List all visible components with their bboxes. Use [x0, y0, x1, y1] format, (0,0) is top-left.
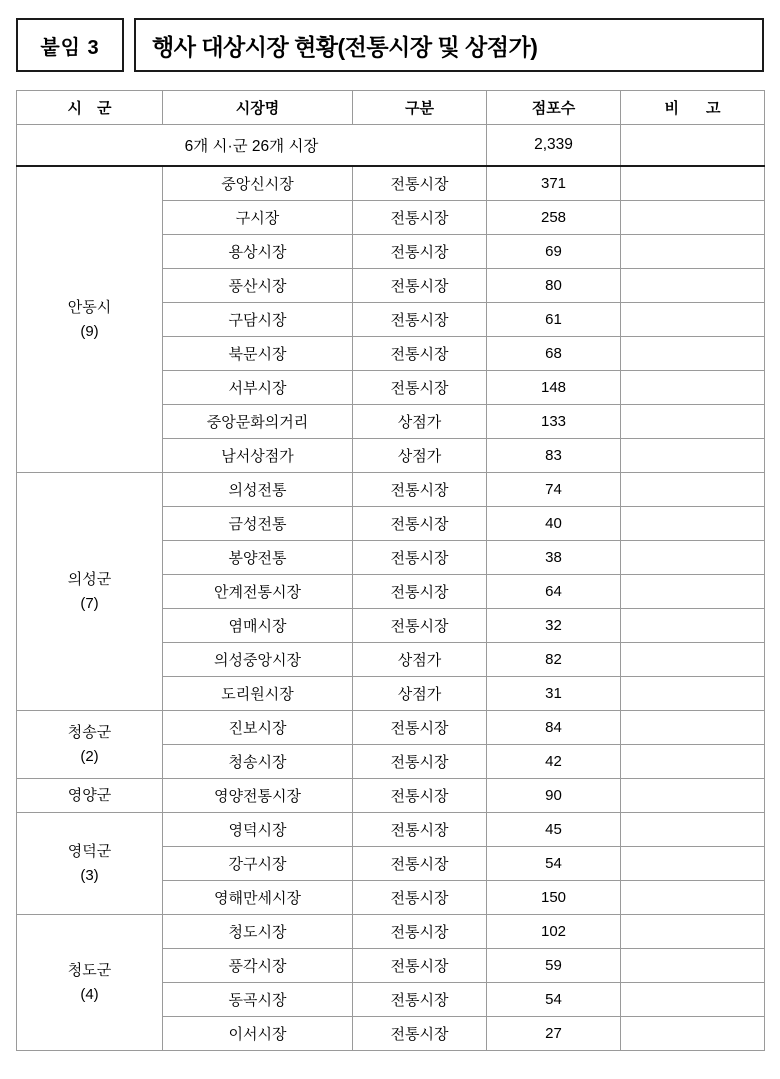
market-type-cell: 전통시장 [353, 337, 487, 371]
column-header-type: 구분 [353, 91, 487, 125]
store-count-cell: 27 [487, 1017, 621, 1051]
note-cell [621, 473, 765, 507]
market-type-cell: 전통시장 [353, 779, 487, 813]
table-header-row [17, 91, 765, 125]
page-title: 행사 대상시장 현황(전통시장 및 상점가) [134, 18, 764, 72]
market-name-cell: 금성전통 [163, 507, 353, 541]
market-type-cell: 전통시장 [353, 915, 487, 949]
sigun-cell [17, 711, 163, 779]
market-type-cell: 전통시장 [353, 813, 487, 847]
market-type-cell: 상점가 [353, 405, 487, 439]
store-count-cell: 133 [487, 405, 621, 439]
market-name-cell: 용상시장 [163, 235, 353, 269]
summary-note [621, 125, 765, 167]
market-name-cell: 진보시장 [163, 711, 353, 745]
store-count-cell: 69 [487, 235, 621, 269]
market-type-cell: 전통시장 [353, 269, 487, 303]
store-count-cell: 84 [487, 711, 621, 745]
market-type-cell: 전통시장 [353, 303, 487, 337]
market-type-cell: 전통시장 [353, 983, 487, 1017]
store-count-cell: 148 [487, 371, 621, 405]
note-cell [621, 677, 765, 711]
store-count-cell: 258 [487, 201, 621, 235]
store-count-cell: 42 [487, 745, 621, 779]
market-name-cell: 구담시장 [163, 303, 353, 337]
market-type-cell: 전통시장 [353, 473, 487, 507]
market-type-cell: 상점가 [353, 439, 487, 473]
note-cell [621, 711, 765, 745]
market-name-cell: 영덕시장 [163, 813, 353, 847]
sigun-cell [17, 915, 163, 1051]
market-type-cell: 전통시장 [353, 575, 487, 609]
note-cell [621, 337, 765, 371]
sigun-market-count: (7) [80, 594, 99, 612]
note-cell [621, 405, 765, 439]
market-name-cell: 풍산시장 [163, 269, 353, 303]
market-type-cell: 전통시장 [353, 1017, 487, 1051]
store-count-cell: 102 [487, 915, 621, 949]
column-header-sigun: 시 군 [17, 91, 163, 125]
market-name-cell: 이서시장 [163, 1017, 353, 1051]
market-type-cell: 전통시장 [353, 949, 487, 983]
sigun-name: 의성군 [67, 571, 112, 589]
note-cell [621, 269, 765, 303]
sigun-market-count: (9) [80, 322, 99, 340]
table-row [17, 779, 765, 813]
market-name-cell: 안계전통시장 [163, 575, 353, 609]
market-name-cell: 중앙신시장 [163, 166, 353, 201]
store-count-cell: 61 [487, 303, 621, 337]
sigun-name: 청도군 [67, 962, 112, 980]
market-name-cell: 북문시장 [163, 337, 353, 371]
note-cell [621, 235, 765, 269]
market-name-cell: 도리원시장 [163, 677, 353, 711]
store-count-cell: 82 [487, 643, 621, 677]
table-row [17, 473, 765, 507]
market-name-cell: 의성전통 [163, 473, 353, 507]
market-name-cell: 영해만세시장 [163, 881, 353, 915]
note-cell [621, 915, 765, 949]
note-cell [621, 201, 765, 235]
market-type-cell: 전통시장 [353, 541, 487, 575]
market-type-cell: 전통시장 [353, 609, 487, 643]
sigun-name: 청송군 [67, 724, 112, 742]
market-type-cell: 상점가 [353, 643, 487, 677]
sigun-market-count: (4) [80, 985, 99, 1003]
title-row [16, 18, 764, 72]
sigun-name: 안동시 [67, 299, 112, 317]
summary-label: 6개 시·군 26개 시장 [17, 125, 487, 167]
note-cell [621, 371, 765, 405]
note-cell [621, 541, 765, 575]
market-type-cell: 전통시장 [353, 711, 487, 745]
note-cell [621, 881, 765, 915]
note-cell [621, 575, 765, 609]
store-count-cell: 59 [487, 949, 621, 983]
summary-count: 2,339 [487, 125, 621, 167]
sigun-market-count: (2) [80, 747, 99, 765]
market-name-cell: 염매시장 [163, 609, 353, 643]
store-count-cell: 83 [487, 439, 621, 473]
note-cell [621, 745, 765, 779]
note-cell [621, 166, 765, 201]
market-name-cell: 동곡시장 [163, 983, 353, 1017]
market-name-cell: 강구시장 [163, 847, 353, 881]
column-header-market: 시장명 [163, 91, 353, 125]
market-type-cell: 전통시장 [353, 166, 487, 201]
store-count-cell: 150 [487, 881, 621, 915]
market-name-cell: 서부시장 [163, 371, 353, 405]
market-name-cell: 남서상점가 [163, 439, 353, 473]
market-name-cell: 구시장 [163, 201, 353, 235]
market-name-cell: 청도시장 [163, 915, 353, 949]
table-row [17, 166, 765, 201]
store-count-cell: 371 [487, 166, 621, 201]
market-name-cell: 영양전통시장 [163, 779, 353, 813]
store-count-cell: 40 [487, 507, 621, 541]
market-type-cell: 전통시장 [353, 235, 487, 269]
column-header-note: 비 고 [621, 91, 765, 125]
market-type-cell: 전통시장 [353, 847, 487, 881]
store-count-cell: 54 [487, 847, 621, 881]
summary-row [17, 125, 765, 167]
market-type-cell: 전통시장 [353, 371, 487, 405]
note-cell [621, 507, 765, 541]
market-type-cell: 상점가 [353, 677, 487, 711]
note-cell [621, 303, 765, 337]
store-count-cell: 64 [487, 575, 621, 609]
sigun-name: 영덕군 [67, 843, 112, 861]
note-cell [621, 609, 765, 643]
table-row [17, 915, 765, 949]
table-row [17, 711, 765, 745]
store-count-cell: 54 [487, 983, 621, 1017]
table-row [17, 813, 765, 847]
market-type-cell: 전통시장 [353, 507, 487, 541]
note-cell [621, 1017, 765, 1051]
sigun-cell [17, 813, 163, 915]
market-status-table [16, 90, 765, 1051]
note-cell [621, 643, 765, 677]
store-count-cell: 31 [487, 677, 621, 711]
note-cell [621, 439, 765, 473]
sigun-cell [17, 166, 163, 473]
attachment-label: 붙임 3 [16, 18, 124, 72]
note-cell [621, 847, 765, 881]
sigun-market-count: (3) [80, 866, 99, 884]
store-count-cell: 74 [487, 473, 621, 507]
note-cell [621, 813, 765, 847]
market-type-cell: 전통시장 [353, 881, 487, 915]
table-body [17, 125, 765, 1051]
note-cell [621, 779, 765, 813]
market-name-cell: 의성중앙시장 [163, 643, 353, 677]
store-count-cell: 80 [487, 269, 621, 303]
note-cell [621, 983, 765, 1017]
market-type-cell: 전통시장 [353, 201, 487, 235]
market-name-cell: 풍각시장 [163, 949, 353, 983]
market-name-cell: 봉양전통 [163, 541, 353, 575]
column-header-count: 점포수 [487, 91, 621, 125]
sigun-cell [17, 473, 163, 711]
sigun-name: 영양군 [67, 786, 112, 804]
sigun-cell [17, 779, 163, 813]
note-cell [621, 949, 765, 983]
store-count-cell: 38 [487, 541, 621, 575]
store-count-cell: 90 [487, 779, 621, 813]
market-type-cell: 전통시장 [353, 745, 487, 779]
store-count-cell: 32 [487, 609, 621, 643]
store-count-cell: 68 [487, 337, 621, 371]
store-count-cell: 45 [487, 813, 621, 847]
market-name-cell: 중앙문화의거리 [163, 405, 353, 439]
market-name-cell: 청송시장 [163, 745, 353, 779]
